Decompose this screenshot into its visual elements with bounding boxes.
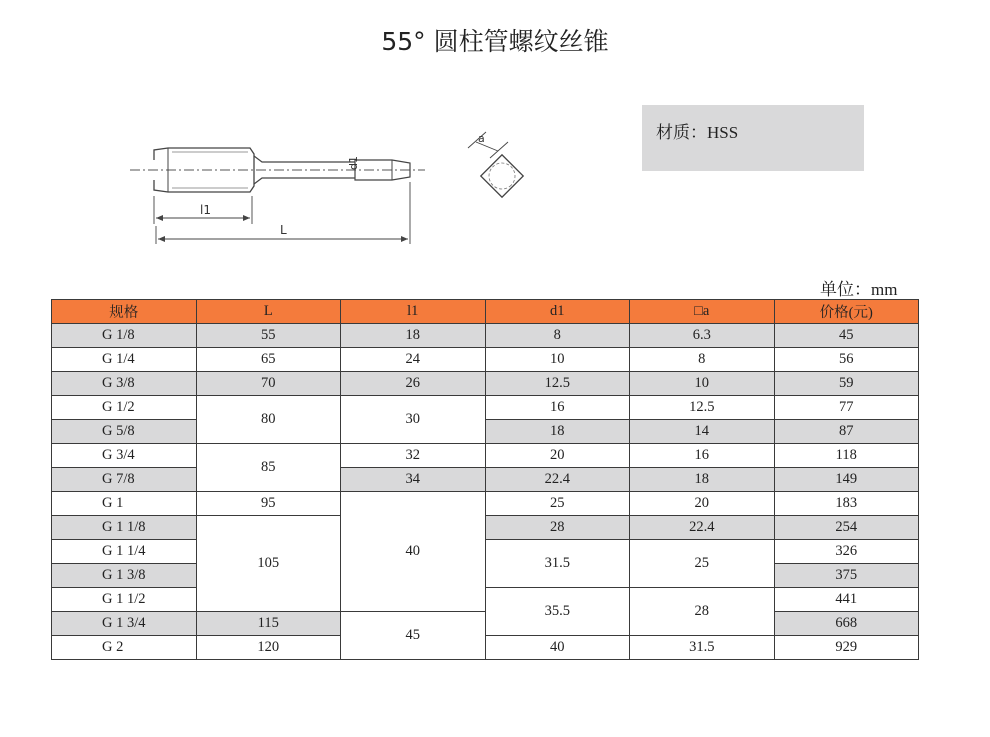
cell-d1: 28 xyxy=(485,516,630,540)
cell-a: 18 xyxy=(630,468,775,492)
label-a: a xyxy=(478,132,485,145)
material-label: 材质：HSS xyxy=(656,123,739,142)
cell-d1: 16 xyxy=(485,396,630,420)
table-row xyxy=(52,588,919,612)
cell-price: 668 xyxy=(774,612,919,636)
cell-a: 16 xyxy=(630,444,775,468)
cell-price: 59 xyxy=(774,372,919,396)
cell-l1: 34 xyxy=(341,468,486,492)
cell-L: 70 xyxy=(196,372,341,396)
square-section-view xyxy=(481,155,523,197)
table-row xyxy=(52,420,919,444)
cell-spec: G 1 3/4 xyxy=(52,612,197,636)
cell-d1: 18 xyxy=(485,420,630,444)
cell-spec: G 1 3/8 xyxy=(52,564,197,588)
material-box xyxy=(642,105,864,171)
cell-spec: G 1 1/4 xyxy=(52,540,197,564)
cell-l1: 32 xyxy=(341,444,486,468)
cell-L: 65 xyxy=(196,348,341,372)
cell-spec: G 7/8 xyxy=(52,468,197,492)
table-row xyxy=(52,444,919,468)
cell-price: 56 xyxy=(774,348,919,372)
cell-price: 45 xyxy=(774,324,919,348)
cell-l1: 26 xyxy=(341,372,486,396)
cell-spec: G 1/4 xyxy=(52,348,197,372)
table-row xyxy=(52,492,919,516)
cell-spec: G 5/8 xyxy=(52,420,197,444)
header-l1: l1 xyxy=(341,300,486,324)
cell-a: 14 xyxy=(630,420,775,444)
cell-d1: 8 xyxy=(485,324,630,348)
tap-drawing xyxy=(120,108,540,248)
cell-L: 115 xyxy=(196,612,341,636)
cell-spec: G 1/8 xyxy=(52,324,197,348)
cell-price: 77 xyxy=(774,396,919,420)
label-L: L xyxy=(280,223,287,237)
table-row xyxy=(52,468,919,492)
table-header-row xyxy=(52,300,919,324)
table-row xyxy=(52,372,919,396)
table-row xyxy=(52,396,919,420)
cell-L: 95 xyxy=(196,492,341,516)
cell-d1: 20 xyxy=(485,444,630,468)
cell-price: 87 xyxy=(774,420,919,444)
cell-price: 375 xyxy=(774,564,919,588)
cell-a: 25 xyxy=(630,540,775,588)
label-l1: l1 xyxy=(200,203,211,217)
cell-l1: 18 xyxy=(341,324,486,348)
header-a: □a xyxy=(630,300,775,324)
cell-spec: G 3/8 xyxy=(52,372,197,396)
cell-L: 120 xyxy=(196,636,341,660)
header-price: 价格(元) xyxy=(774,300,919,324)
cell-L: 80 xyxy=(196,396,341,444)
page-title: 55° 圆柱管螺纹丝锥 xyxy=(381,27,609,56)
cell-d1: 10 xyxy=(485,348,630,372)
cell-spec: G 2 xyxy=(52,636,197,660)
unit-label: 单位：mm xyxy=(820,280,898,299)
table-row xyxy=(52,540,919,564)
cell-a: 6.3 xyxy=(630,324,775,348)
table-row xyxy=(52,324,919,348)
cell-price: 183 xyxy=(774,492,919,516)
cell-d1: 31.5 xyxy=(485,540,630,588)
cell-spec: G 1 1/8 xyxy=(52,516,197,540)
cell-a: 12.5 xyxy=(630,396,775,420)
cell-L: 105 xyxy=(196,516,341,612)
cell-spec: G 1 xyxy=(52,492,197,516)
cell-a: 20 xyxy=(630,492,775,516)
table-row xyxy=(52,636,919,660)
label-d1: d1 xyxy=(347,156,360,170)
cell-price: 254 xyxy=(774,516,919,540)
cell-l1: 30 xyxy=(341,396,486,444)
table-row xyxy=(52,348,919,372)
cell-d1: 22.4 xyxy=(485,468,630,492)
header-L: L xyxy=(196,300,341,324)
header-d1: d1 xyxy=(485,300,630,324)
cell-price: 118 xyxy=(774,444,919,468)
cell-a: 8 xyxy=(630,348,775,372)
spec-table xyxy=(51,299,919,660)
cell-l1: 40 xyxy=(341,492,486,612)
cell-a: 31.5 xyxy=(630,636,775,660)
cell-l1: 45 xyxy=(341,612,486,660)
cell-a: 28 xyxy=(630,588,775,636)
cell-spec: G 1 1/2 xyxy=(52,588,197,612)
cell-d1: 25 xyxy=(485,492,630,516)
cell-L: 85 xyxy=(196,444,341,492)
cell-a: 22.4 xyxy=(630,516,775,540)
cell-price: 441 xyxy=(774,588,919,612)
header-spec: 规格 xyxy=(52,300,197,324)
table-row xyxy=(52,516,919,540)
cell-a: 10 xyxy=(630,372,775,396)
cell-d1: 12.5 xyxy=(485,372,630,396)
cell-price: 149 xyxy=(774,468,919,492)
cell-spec: G 1/2 xyxy=(52,396,197,420)
cell-d1: 40 xyxy=(485,636,630,660)
cell-d1: 35.5 xyxy=(485,588,630,636)
cell-l1: 24 xyxy=(341,348,486,372)
cell-price: 326 xyxy=(774,540,919,564)
cell-price: 929 xyxy=(774,636,919,660)
cell-spec: G 3/4 xyxy=(52,444,197,468)
cell-L: 55 xyxy=(196,324,341,348)
